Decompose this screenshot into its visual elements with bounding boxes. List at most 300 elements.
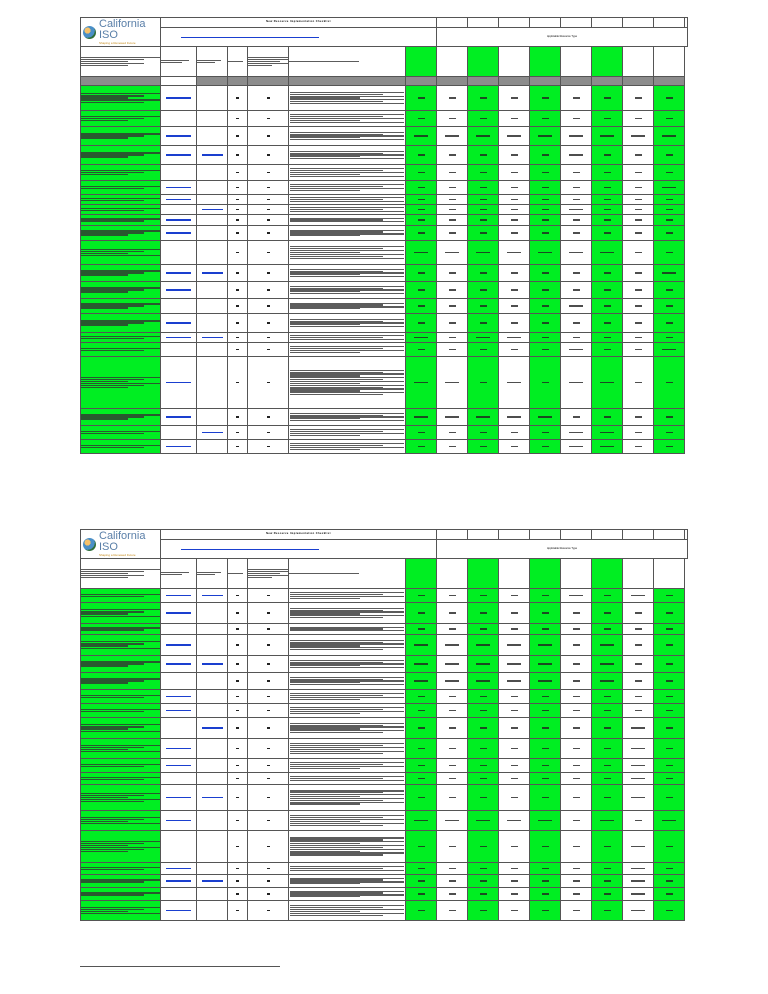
symbol-cell	[228, 165, 248, 181]
resource-cell	[406, 759, 437, 773]
resource-cell	[592, 635, 623, 656]
reference-cell[interactable]	[161, 875, 197, 888]
resource-cell	[406, 111, 437, 127]
reference-cell[interactable]	[161, 690, 197, 704]
resource-cell	[561, 426, 592, 440]
resource-cell	[499, 831, 530, 863]
resource-cell	[561, 205, 592, 215]
resource-col-4	[499, 559, 530, 589]
resource-cell	[437, 357, 468, 409]
resource-cell	[406, 127, 437, 146]
reference-cell[interactable]	[161, 831, 197, 863]
resource-cell	[592, 86, 623, 111]
description-cell	[289, 241, 406, 265]
link-cell[interactable]	[197, 739, 228, 759]
resource-col-8	[623, 559, 654, 589]
link-cell[interactable]	[197, 440, 228, 454]
col-header-symbol	[228, 559, 248, 589]
reference-cell[interactable]	[161, 863, 197, 875]
checklist-row	[81, 635, 688, 656]
checklist-title: New Resource Implementation Checklist	[161, 18, 437, 28]
description-cell	[289, 440, 406, 454]
brand-tagline: Shaping a Renewed Future	[99, 41, 136, 45]
resource-cell	[406, 785, 437, 811]
resource-cell	[623, 656, 654, 673]
reference-cell[interactable]	[161, 635, 197, 656]
resource-cell	[499, 739, 530, 759]
link-cell[interactable]	[197, 773, 228, 785]
link-cell[interactable]	[197, 718, 228, 739]
resource-cell	[468, 863, 499, 875]
link-cell[interactable]	[197, 785, 228, 811]
timing-cell	[248, 831, 289, 863]
reference-cell[interactable]	[161, 282, 197, 299]
resource-cell	[530, 426, 561, 440]
task-cell	[81, 343, 161, 357]
resource-cell	[592, 589, 623, 603]
resource-cell	[654, 343, 685, 357]
link-cell[interactable]	[197, 127, 228, 146]
reference-cell[interactable]	[161, 624, 197, 635]
link-cell[interactable]	[197, 409, 228, 426]
link-cell[interactable]	[197, 863, 228, 875]
link-cell[interactable]	[197, 704, 228, 718]
resource-col-2	[437, 559, 468, 589]
resource-cell	[623, 299, 654, 314]
link-cell[interactable]	[197, 656, 228, 673]
resource-cell	[592, 426, 623, 440]
resource-cell	[437, 241, 468, 265]
timing-cell	[248, 215, 289, 226]
link-cell[interactable]	[197, 343, 228, 357]
resource-cell	[623, 773, 654, 785]
description-cell	[289, 901, 406, 921]
task-cell	[81, 690, 161, 704]
resource-col-3	[468, 559, 499, 589]
link-cell[interactable]	[197, 901, 228, 921]
resource-cell	[623, 440, 654, 454]
resource-cell	[437, 426, 468, 440]
reference-cell[interactable]	[161, 759, 197, 773]
resource-cell	[499, 440, 530, 454]
resource-cell	[468, 603, 499, 624]
timing-cell	[248, 888, 289, 901]
resource-col-9	[654, 559, 685, 589]
timing-cell	[248, 77, 289, 86]
link-cell[interactable]	[197, 181, 228, 195]
resource-cell	[499, 589, 530, 603]
globe-icon	[83, 26, 96, 39]
reference-cell[interactable]	[161, 165, 197, 181]
checklist-row	[81, 704, 688, 718]
resource-cell	[654, 635, 685, 656]
resource-cell	[592, 409, 623, 426]
timing-cell	[248, 343, 289, 357]
resource-cell	[561, 181, 592, 195]
resource-cell	[437, 146, 468, 165]
resource-cell	[468, 773, 499, 785]
link-cell[interactable]	[197, 241, 228, 265]
resource-cell	[468, 831, 499, 863]
reference-cell[interactable]	[161, 739, 197, 759]
resource-cell	[561, 343, 592, 357]
resource-cell	[499, 205, 530, 215]
resource-cell	[437, 624, 468, 635]
description-cell	[289, 811, 406, 831]
reference-cell[interactable]	[161, 811, 197, 831]
symbol-cell	[228, 440, 248, 454]
reference-cell[interactable]	[161, 901, 197, 921]
task-cell	[81, 785, 161, 811]
link-cell[interactable]	[197, 589, 228, 603]
link-cell[interactable]	[197, 215, 228, 226]
resource-cell	[561, 875, 592, 888]
reference-cell[interactable]	[161, 265, 197, 282]
timing-cell	[248, 811, 289, 831]
symbol-cell	[228, 181, 248, 195]
description-cell	[289, 343, 406, 357]
resource-cell	[592, 656, 623, 673]
description-cell	[289, 603, 406, 624]
task-cell	[81, 635, 161, 656]
reference-cell[interactable]	[161, 299, 197, 314]
task-cell	[81, 299, 161, 314]
timing-cell	[248, 440, 289, 454]
symbol-cell	[228, 831, 248, 863]
resource-cell	[561, 635, 592, 656]
resource-cell	[654, 215, 685, 226]
checklist-row	[81, 773, 688, 785]
resource-cell	[406, 343, 437, 357]
resource-cell	[654, 739, 685, 759]
link-cell[interactable]	[197, 357, 228, 409]
reference-cell[interactable]	[161, 673, 197, 690]
resource-cell	[623, 635, 654, 656]
reference-cell[interactable]	[161, 111, 197, 127]
symbol-cell	[228, 635, 248, 656]
link-cell[interactable]	[197, 333, 228, 343]
resource-cell	[499, 888, 530, 901]
link-cell[interactable]	[197, 673, 228, 690]
resource-cell	[592, 690, 623, 704]
task-cell	[81, 673, 161, 690]
link-cell[interactable]	[197, 888, 228, 901]
resource-cell	[437, 673, 468, 690]
resource-cell	[530, 704, 561, 718]
resource-cell	[654, 205, 685, 215]
resource-cell	[468, 146, 499, 165]
resource-cell	[406, 282, 437, 299]
link-cell[interactable]	[197, 875, 228, 888]
resource-col-2	[437, 47, 468, 77]
resource-cell	[406, 299, 437, 314]
timing-cell	[248, 603, 289, 624]
resource-cell	[623, 226, 654, 241]
reference-cell[interactable]	[161, 195, 197, 205]
resource-cell	[654, 241, 685, 265]
resource-cell	[499, 863, 530, 875]
resource-cell	[406, 440, 437, 454]
reference-cell[interactable]	[161, 226, 197, 241]
col-header-description	[289, 559, 406, 589]
resource-cell	[530, 739, 561, 759]
reference-cell[interactable]	[161, 718, 197, 739]
resource-cell	[468, 241, 499, 265]
resource-cell	[623, 759, 654, 773]
resource-cell	[592, 759, 623, 773]
resource-cell	[561, 811, 592, 831]
link-cell[interactable]	[197, 86, 228, 111]
reference-cell[interactable]	[161, 343, 197, 357]
resource-cell	[592, 265, 623, 282]
resource-cell	[654, 409, 685, 426]
link-cell[interactable]	[197, 282, 228, 299]
reference-cell[interactable]	[161, 357, 197, 409]
link-cell[interactable]	[197, 603, 228, 624]
resource-cell	[499, 165, 530, 181]
checklist-row	[81, 673, 688, 690]
resource-cell	[437, 205, 468, 215]
resource-cell	[623, 409, 654, 426]
link-cell[interactable]	[197, 690, 228, 704]
resource-cell	[592, 77, 623, 86]
reference-cell[interactable]	[161, 589, 197, 603]
resource-cell	[654, 282, 685, 299]
link-cell[interactable]	[197, 265, 228, 282]
resource-cell	[437, 739, 468, 759]
symbol-cell	[228, 299, 248, 314]
resource-cell	[592, 127, 623, 146]
resource-cell	[406, 624, 437, 635]
resource-cell	[468, 901, 499, 921]
resource-cell	[530, 111, 561, 127]
timing-cell	[248, 785, 289, 811]
link-cell[interactable]	[197, 111, 228, 127]
resource-cell	[654, 888, 685, 901]
task-cell	[81, 875, 161, 888]
reference-cell[interactable]	[161, 215, 197, 226]
reference-cell[interactable]	[161, 440, 197, 454]
resource-cell	[530, 343, 561, 357]
resource-cell	[623, 901, 654, 921]
resource-cell	[654, 831, 685, 863]
resource-cell	[406, 773, 437, 785]
brand-tagline: Shaping a Renewed Future	[99, 553, 136, 557]
timing-cell	[248, 165, 289, 181]
resource-cell	[499, 333, 530, 343]
task-cell	[81, 739, 161, 759]
checklist-row	[81, 440, 688, 454]
resource-cell	[468, 690, 499, 704]
resource-cell	[499, 901, 530, 921]
task-cell	[81, 811, 161, 831]
resource-cell	[561, 624, 592, 635]
resource-cell	[468, 409, 499, 426]
resource-cell	[468, 205, 499, 215]
resource-cell	[406, 875, 437, 888]
link-cell[interactable]	[197, 205, 228, 215]
checklist-row	[81, 811, 688, 831]
resource-cell	[592, 831, 623, 863]
resource-cell	[468, 357, 499, 409]
resource-col-6	[561, 47, 592, 77]
reference-cell[interactable]	[161, 603, 197, 624]
resource-cell	[561, 111, 592, 127]
resource-cell	[499, 409, 530, 426]
checklist-row	[81, 241, 688, 265]
resource-cell	[437, 811, 468, 831]
resource-cell	[406, 888, 437, 901]
resource-cell	[592, 146, 623, 165]
reference-cell[interactable]	[161, 86, 197, 111]
description-cell	[289, 704, 406, 718]
symbol-cell	[228, 357, 248, 409]
link-cell[interactable]	[197, 195, 228, 205]
description-cell	[289, 635, 406, 656]
description-cell	[289, 656, 406, 673]
link-cell[interactable]	[197, 831, 228, 863]
task-cell	[81, 863, 161, 875]
resource-cell	[623, 215, 654, 226]
link-cell[interactable]	[197, 314, 228, 333]
link-cell[interactable]	[197, 226, 228, 241]
resource-cell	[437, 195, 468, 205]
resource-col-9	[654, 47, 685, 77]
resource-cell	[530, 888, 561, 901]
resource-col-3	[468, 47, 499, 77]
resource-cell	[623, 785, 654, 811]
resource-cell	[499, 773, 530, 785]
link-cell[interactable]	[197, 426, 228, 440]
timing-cell	[248, 333, 289, 343]
checklist-row	[81, 111, 688, 127]
checklist-row	[81, 901, 688, 921]
col-header-reference	[161, 559, 197, 589]
description-cell	[289, 77, 406, 86]
resource-cell	[468, 589, 499, 603]
reference-cell[interactable]	[161, 205, 197, 215]
link-cell[interactable]	[197, 624, 228, 635]
reference-cell[interactable]	[161, 888, 197, 901]
symbol-cell	[228, 226, 248, 241]
reference-cell[interactable]	[161, 333, 197, 343]
reference-cell[interactable]	[161, 127, 197, 146]
task-cell	[81, 195, 161, 205]
resource-cell	[530, 635, 561, 656]
description-cell	[289, 215, 406, 226]
resource-cell	[406, 901, 437, 921]
resource-cell	[654, 299, 685, 314]
symbol-cell	[228, 656, 248, 673]
link-cell[interactable]	[197, 811, 228, 831]
link-cell[interactable]	[197, 77, 228, 86]
reference-cell[interactable]	[161, 146, 197, 165]
task-cell	[81, 718, 161, 739]
resource-cell	[499, 357, 530, 409]
resource-col-8	[623, 47, 654, 77]
resource-cell	[592, 888, 623, 901]
resource-cell	[406, 265, 437, 282]
resource-cell	[437, 888, 468, 901]
california-iso-logo	[81, 530, 160, 558]
description-cell	[289, 265, 406, 282]
link-cell[interactable]	[197, 635, 228, 656]
task-cell	[81, 215, 161, 226]
subtitle-row	[161, 540, 437, 559]
reference-cell[interactable]	[161, 785, 197, 811]
reference-cell[interactable]	[161, 77, 197, 86]
link-cell[interactable]	[197, 299, 228, 314]
reference-cell[interactable]	[161, 241, 197, 265]
link-cell[interactable]	[197, 759, 228, 773]
resource-cell	[623, 831, 654, 863]
checklist-row	[81, 409, 688, 426]
resource-cell	[499, 265, 530, 282]
reference-cell[interactable]	[161, 656, 197, 673]
resource-col-7	[592, 559, 623, 589]
symbol-cell	[228, 195, 248, 205]
resource-cell	[406, 635, 437, 656]
checklist-row	[81, 357, 688, 409]
resource-cell	[654, 624, 685, 635]
checklist-row	[81, 426, 688, 440]
symbol-cell	[228, 343, 248, 357]
link-cell[interactable]	[197, 165, 228, 181]
resource-cell	[623, 718, 654, 739]
description-cell	[289, 226, 406, 241]
resource-cell	[561, 146, 592, 165]
task-cell	[81, 440, 161, 454]
symbol-cell	[228, 146, 248, 165]
link-cell[interactable]	[197, 146, 228, 165]
resource-cell	[561, 888, 592, 901]
description-cell	[289, 759, 406, 773]
resource-cell	[468, 299, 499, 314]
description-cell	[289, 111, 406, 127]
subtitle-link[interactable]	[181, 549, 319, 550]
reference-cell[interactable]	[161, 426, 197, 440]
reference-cell[interactable]	[161, 409, 197, 426]
resource-cell	[468, 314, 499, 333]
resource-cell	[468, 282, 499, 299]
symbol-cell	[228, 624, 248, 635]
checklist-row	[81, 282, 688, 299]
reference-cell[interactable]	[161, 314, 197, 333]
task-cell	[81, 888, 161, 901]
symbol-cell	[228, 718, 248, 739]
symbol-cell	[228, 759, 248, 773]
resource-cell	[468, 77, 499, 86]
subtitle-link[interactable]	[181, 37, 319, 38]
checklist-row	[81, 165, 688, 181]
resource-cell	[406, 863, 437, 875]
resource-cell	[437, 589, 468, 603]
reference-cell[interactable]	[161, 181, 197, 195]
resource-cell	[499, 215, 530, 226]
reference-cell[interactable]	[161, 704, 197, 718]
resource-cell	[623, 205, 654, 215]
description-cell	[289, 299, 406, 314]
reference-cell[interactable]	[161, 773, 197, 785]
resource-cell	[623, 127, 654, 146]
resource-cell	[654, 357, 685, 409]
checklist-row	[81, 205, 688, 215]
resource-cell	[468, 875, 499, 888]
resource-cell	[623, 704, 654, 718]
resource-cell	[561, 241, 592, 265]
task-cell	[81, 773, 161, 785]
timing-cell	[248, 226, 289, 241]
